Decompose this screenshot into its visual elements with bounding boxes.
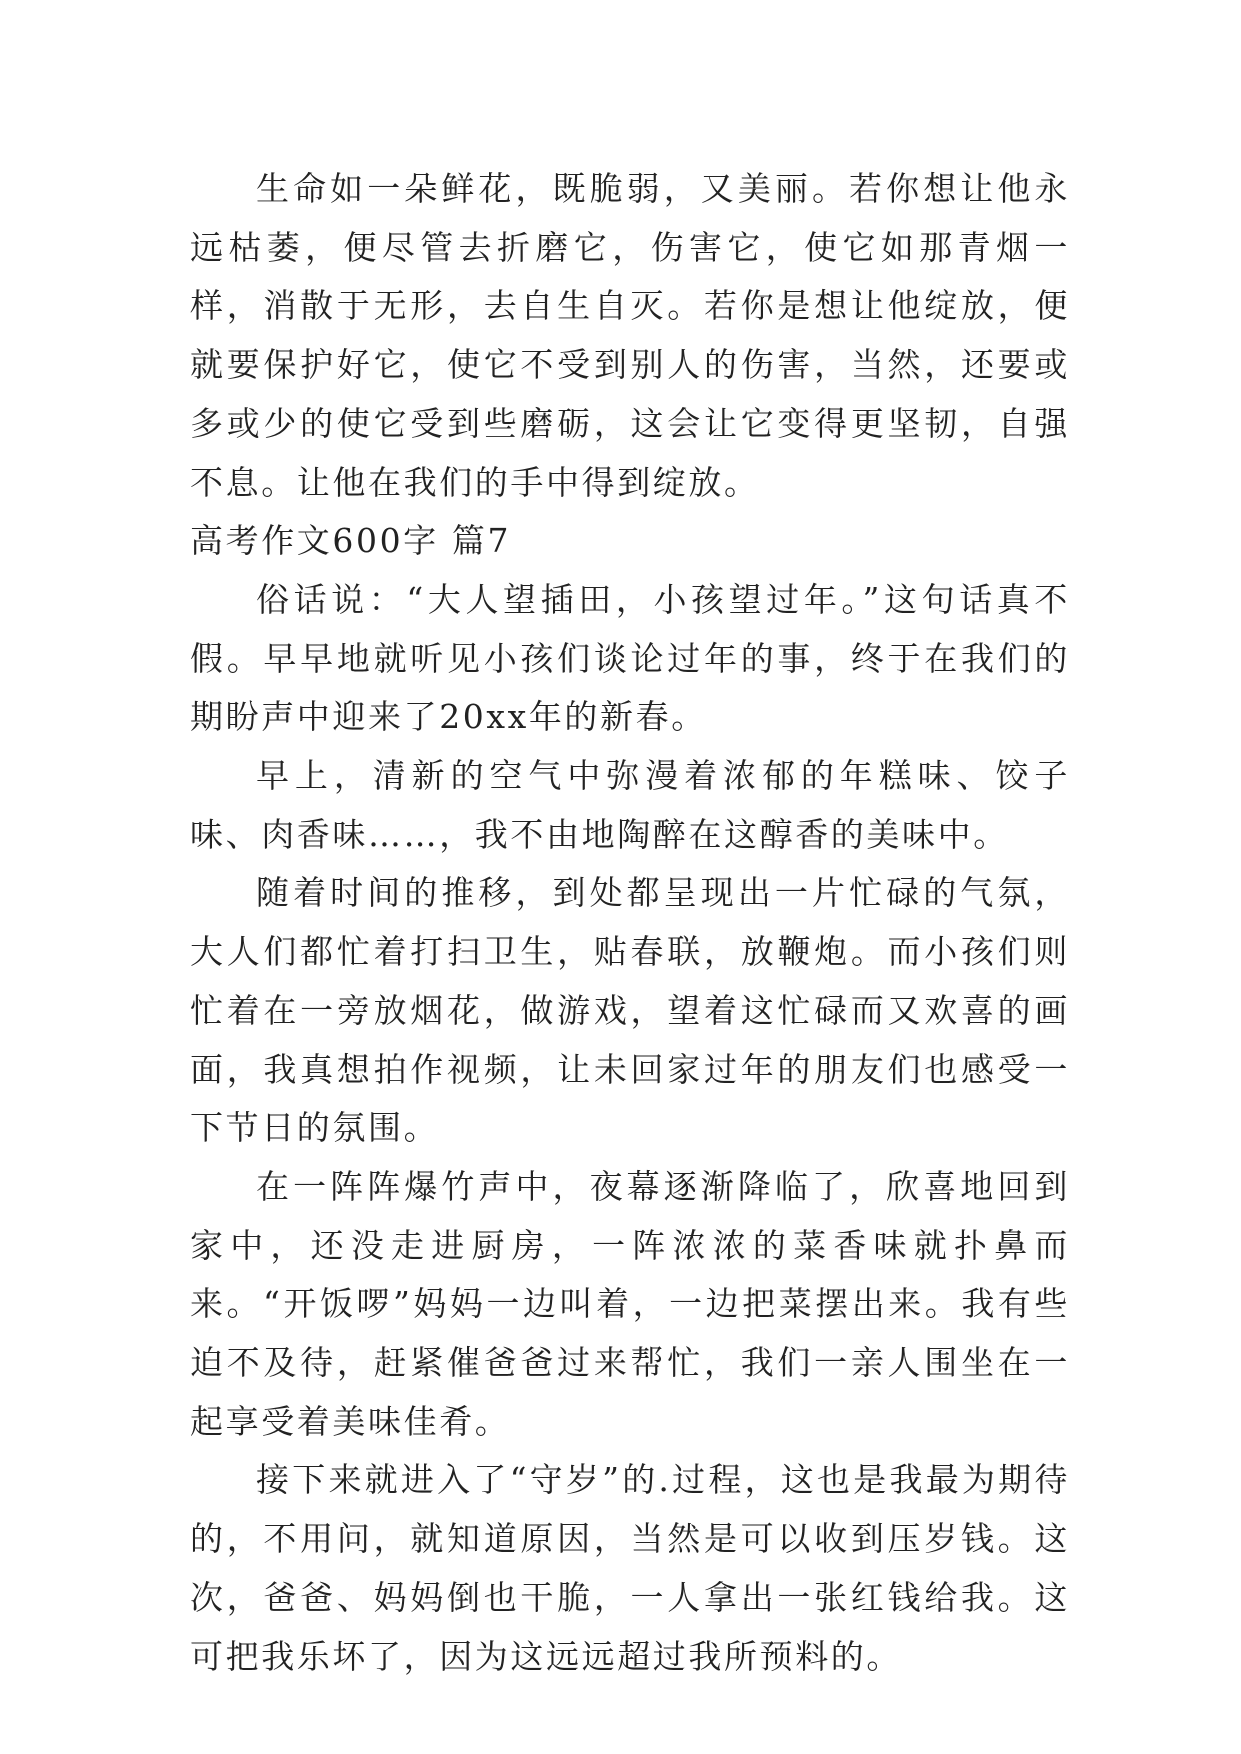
paragraph-morning: 早上，清新的空气中弥漫着浓郁的年糕味、饺子味、肉香味……，我不由地陶醉在这醇香的美味中。 [190,756,1070,854]
paragraph-life-flower: 生命如一朵鲜花，既脆弱，又美丽。若你想让他永远枯萎，便尽管去折磨它，伤害它，使它如那青烟一样，消散于无形，去自生自灭。若你是想让他绽放，便就要保护好它，使它不受到别人的伤害，当然，还要或多或少的使它受到些磨砺，这会让它变得更坚韧，自强不息。让他在我们的手中得到绽放。 [190,169,1070,502]
paragraph-busy: 随着时间的推移，到处都呈现出一片忙碌的气氛，大人们都忙着打扫卫生，贴春联，放鞭炮。而小孩们则忙着在一旁放烟花，做游戏，望着这忙碌而又欢喜的画面，我真想拍作视频，让未回家过年的朋友们也感受一下节日的氛围。 [190,873,1070,1148]
paragraph-dinner: 在一阵阵爆竹声中，夜幕逐渐降临了，欣喜地回到家中，还没走进厨房，一阵浓浓的菜香味就扑鼻而来。“开饭啰”妈妈一边叫着，一边把菜摆出来。我有些迫不及待，赶紧催爸爸过来帮忙，我们一亲人围坐在一起享受着美味佳肴。 [190,1166,1070,1441]
document-body [190,160,1070,1686]
paragraph-proverb: 俗话说：“大人望插田，小孩望过年。”这句话真不假。早早地就听见小孩们谈论过年的事，终于在我们的期盼声中迎来了20xx年的新春。 [190,579,1070,737]
paragraph-shousui: 接下来就进入了“守岁”的.过程，这也是我最为期待的，不用问，就知道原因，当然是可以收到压岁钱。这次，爸爸、妈妈倒也干脆，一人拿出一张红钱给我。这可把我乐坏了，因为这远远超过我所预料的。 [190,1460,1070,1676]
section-heading: 高考作文600字 篇7 [190,521,512,561]
